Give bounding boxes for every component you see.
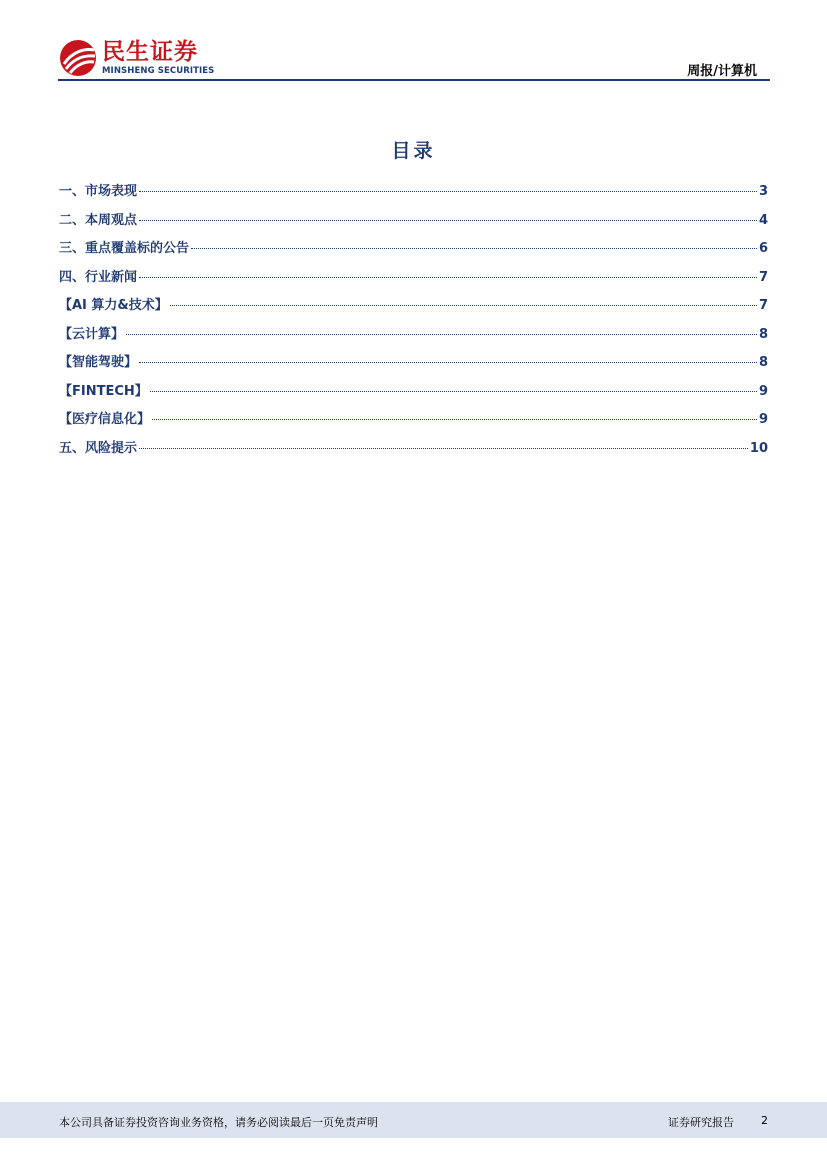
toc-entry-page: 6 [758, 241, 768, 256]
page-header [0, 0, 827, 90]
toc-entry-cloud[interactable] [59, 323, 768, 352]
toc-leader-dots [150, 391, 757, 392]
toc-leader-dots [139, 191, 757, 192]
logo-english-name: MINSHENG SECURITIES [102, 66, 215, 76]
toc-entry-medical-it[interactable] [59, 408, 768, 437]
toc-entry-page: 9 [758, 412, 768, 427]
toc-entry-label: 【AI 算力&技术】 [59, 298, 168, 313]
toc-entry-fintech[interactable] [59, 380, 768, 409]
toc-entry-ai[interactable] [59, 294, 768, 323]
toc-entry-label: 【云计算】 [59, 326, 125, 342]
page-footer [0, 1102, 827, 1138]
toc-entry-page: 10 [749, 440, 768, 456]
toc-entry-page: 8 [758, 355, 768, 370]
toc-entry-page: 9 [758, 383, 768, 399]
toc-entry-page: 8 [758, 326, 768, 342]
toc-leader-dots [139, 220, 757, 221]
logo-chinese-name: 民生证券 [102, 39, 198, 65]
toc-entry-autonomous-driving[interactable] [59, 351, 768, 380]
toc-entry-label: 五、风险提示 [59, 440, 138, 456]
toc-entry-page: 4 [758, 212, 768, 228]
toc-leader-dots [170, 305, 757, 306]
toc-entry-page: 7 [758, 269, 768, 285]
header-divider [58, 79, 770, 81]
footer-disclaimer: 本公司具备证券投资咨询业务资格，请务必阅读最后一页免责声明 [59, 1116, 378, 1129]
toc-entry-page: 7 [758, 298, 768, 313]
toc-leader-dots [139, 362, 757, 363]
toc-entry-page: 3 [758, 184, 768, 199]
toc-entry-label: 三、重点覆盖标的公告 [59, 241, 190, 256]
toc-leader-dots [152, 419, 757, 420]
toc-entry-news[interactable] [59, 266, 768, 295]
toc-entry-risk[interactable] [59, 437, 768, 466]
toc-entry-label: 【FINTECH】 [59, 383, 148, 399]
company-logo [58, 38, 238, 78]
footer-doc-type: 证券研究报告 [668, 1116, 734, 1129]
toc-entry-label: 二、本周观点 [59, 212, 138, 228]
toc-leader-dots [126, 334, 757, 335]
toc-entry-views[interactable] [59, 209, 768, 238]
toc-entry-market[interactable] [59, 180, 768, 209]
toc-entry-label: 一、市场表现 [59, 184, 138, 199]
toc-entry-announcements[interactable] [59, 237, 768, 266]
toc-leader-dots [139, 448, 748, 449]
toc-entry-label: 四、行业新闻 [59, 269, 138, 285]
footer-page-number: 2 [761, 1114, 768, 1127]
toc-entry-label: 【医疗信息化】 [59, 412, 151, 427]
table-of-contents [59, 180, 768, 465]
toc-title: 目录 [391, 140, 436, 162]
toc-entry-label: 【智能驾驶】 [59, 355, 138, 370]
minsheng-logo-icon [58, 38, 98, 78]
toc-leader-dots [191, 248, 757, 249]
report-category: 周报/计算机 [687, 64, 757, 79]
toc-leader-dots [139, 277, 757, 278]
